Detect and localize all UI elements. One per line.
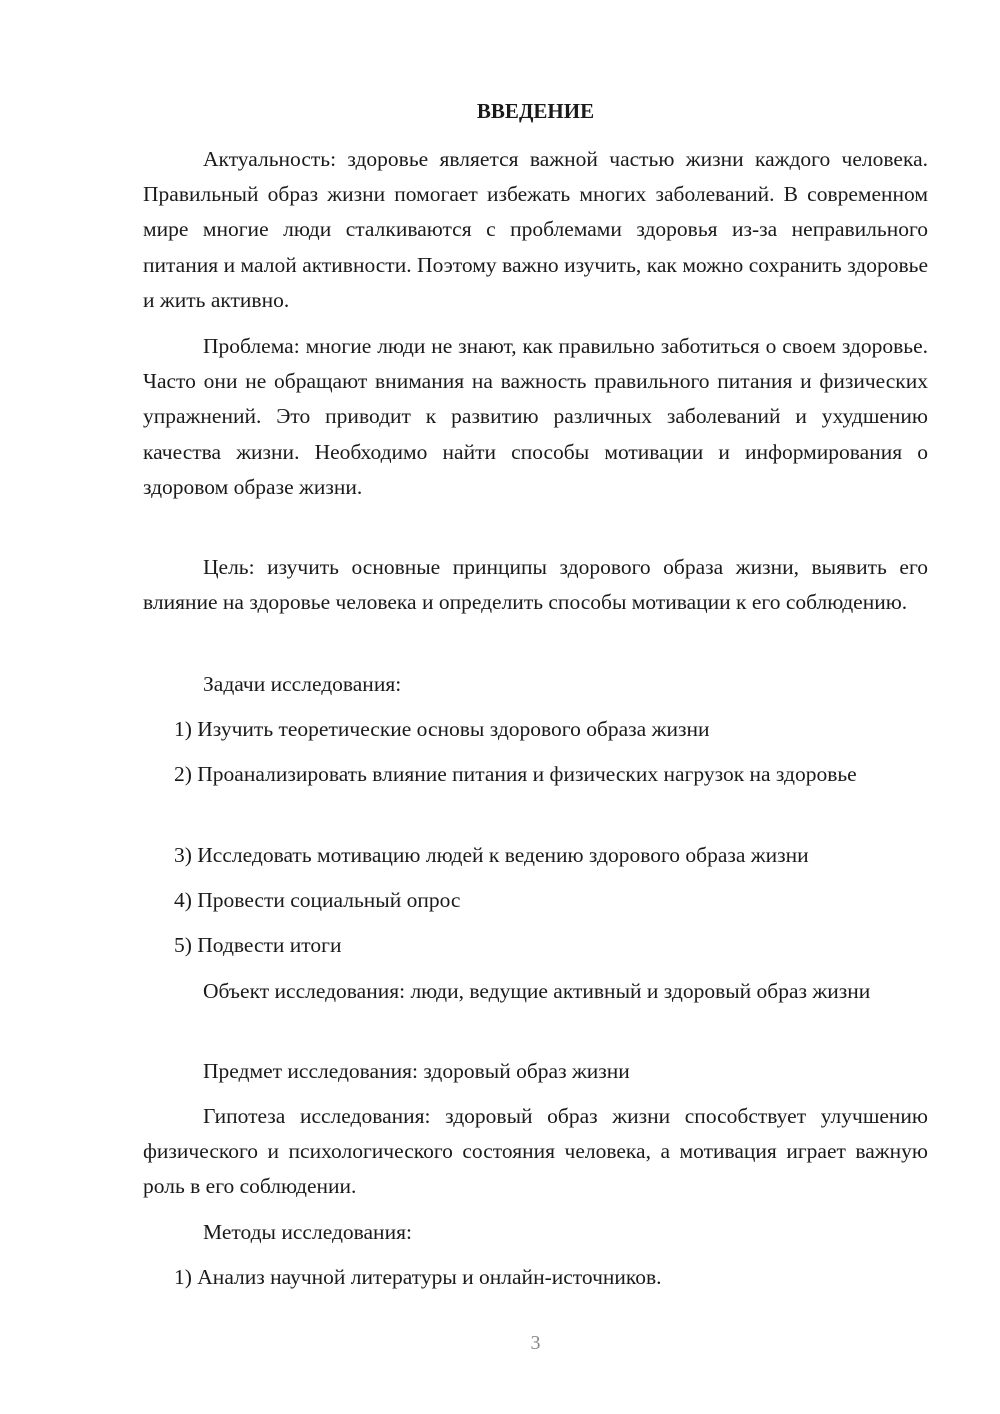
task-item-1: 1) Изучить теоретические основы здорового образа жизни	[174, 717, 710, 741]
hypothesis-paragraph: Гипотеза исследования: здоровый образ жизни способствует улучшению физического и психологического состояния человека, а мотивация играет важную роль в его соблюдении.	[143, 1104, 928, 1199]
method-item-1: 1) Анализ научной литературы и онлайн-источников.	[174, 1265, 662, 1289]
task-item-4: 4) Провести социальный опрос	[174, 888, 461, 912]
task-item-3: 3) Исследовать мотивацию людей к ведению здорового образа жизни	[174, 843, 809, 867]
page-number: 3	[530, 1332, 541, 1354]
document-page	[143, 0, 928, 1414]
task-item-5: 5) Подвести итоги	[174, 933, 342, 957]
object-paragraph: Объект исследования: люди, ведущие активный и здоровый образ жизни	[203, 979, 871, 1003]
tasks-heading: Задачи исследования:	[203, 672, 402, 696]
task-item-2: 2) Проанализировать влияние питания и физических нагрузок на здоровье	[174, 762, 857, 786]
problem-paragraph: Проблема: многие люди не знают, как правильно заботиться о своем здоровье. Часто они не обращают внимания на важность правильного питания и физических упражнений. Это приводит к развитию различных заболеваний и ухудшению качества жизни. Необходимо найти способы мотивации и информирования о здоровом образе жизни.	[143, 334, 928, 499]
section-title: ВВЕДЕНИЕ	[476, 99, 595, 123]
methods-heading: Методы исследования:	[203, 1220, 412, 1244]
subject-paragraph: Предмет исследования: здоровый образ жизни	[203, 1059, 630, 1083]
goal-paragraph: Цель: изучить основные принципы здорового образа жизни, выявить его влияние на здоровье человека и определить способы мотивации к его соблюдению.	[143, 555, 928, 615]
relevance-paragraph: Актуальность: здоровье является важной частью жизни каждого человека. Правильный образ жизни помогает избежать многих заболеваний. В современном мире многие люди сталкиваются с проблемами здоровья из-за неправильного питания и малой активности. Поэтому важно изучить, как можно сохранить здоровье и жить активно.	[143, 147, 928, 312]
